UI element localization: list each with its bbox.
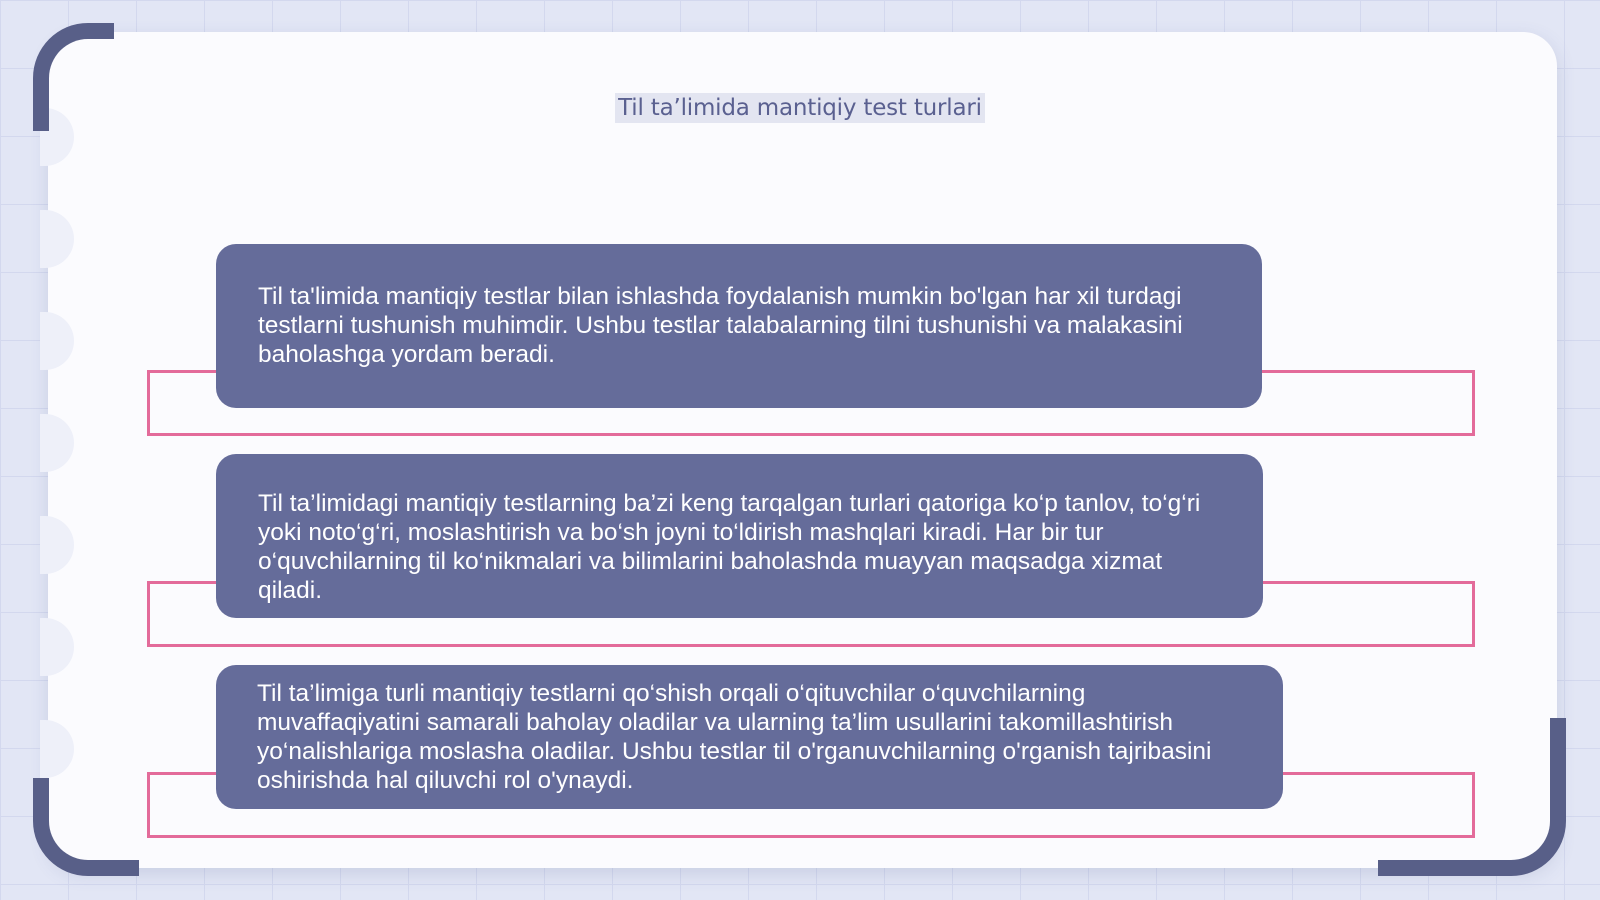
- corner-bracket-bottom-left: [33, 778, 139, 876]
- text-box-2-paragraph: Til ta’limidagi mantiqiy testlarning ba’zi keng tarqalgan turlari qatoriga ko‘p tanlov, to‘g‘ri yoki noto‘g‘ri, moslashtirish va bo‘sh joyni to‘ldirish mashqlari kiradi. Har bir tur o‘quvchilarning til ko‘nikmalari va bilimlarini baholashda muayyan maqsadga xizmat qiladi.: [258, 490, 1201, 604]
- text-box-3: [216, 665, 1283, 809]
- text-box-3-paragraph: Til ta’limiga turli mantiqiy testlarni qo‘shish orqali o‘qituvchilar o‘quvchilarning muvaffaqiyatini samarali baholay oladilar va ularning ta’lim usullarini takomillashtirish yo‘nalishlariga moslasha oladilar. Ushbu testlar til o'rganuvchilarning o'rganish tajribasini oshirishda hal qiluvchi rol o'ynaydi.: [257, 680, 1212, 794]
- text-box-1-paragraph: Til ta'limida mantiqiy testlar bilan ishlashda foydalanish mumkin bo'lgan har xil turdagi testlarni tushunish muhimdir. Ushbu testlar talabalarning tilni tushunishi va malakasini baholashga yordam beradi.: [258, 283, 1183, 368]
- slide-title-wrap: [0, 93, 1600, 123]
- text-box-1: [216, 244, 1262, 408]
- slide-title: Til ta’limida mantiqiy test turlari: [615, 93, 985, 123]
- text-box-2: [216, 454, 1263, 618]
